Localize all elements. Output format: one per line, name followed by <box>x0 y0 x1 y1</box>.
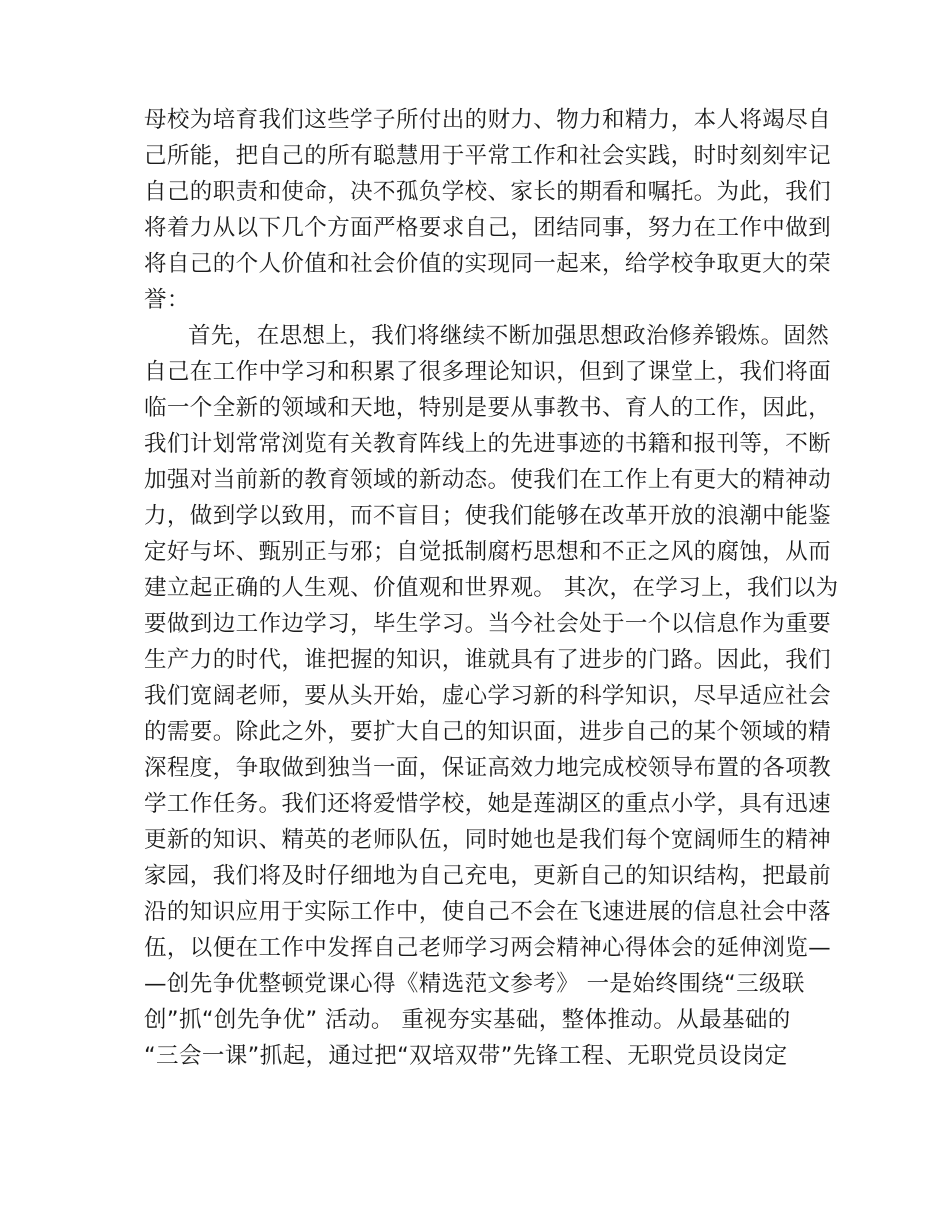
text-line: 誉： <box>144 287 190 313</box>
text-line: 创”抓“创先争优” 活动。 重视夯实基础，整体推动。从最基础的 <box>144 1007 791 1033</box>
text-line: 生产力的时代，谁把握的知识，谁就具有了进步的门路。因此，我们 <box>144 647 832 673</box>
text-line: 力，做到学以致用，而不盲目；使我们能够在改革开放的浪潮中能鉴 <box>144 503 832 529</box>
text-line: 我们宽阔老师，要从头开始，虚心学习新的科学知识，尽早适应社会 <box>144 683 832 709</box>
text-line: 母校为培育我们这些学子所付出的财力、物力和精力，本人将竭尽自 <box>144 107 832 133</box>
text-line: —创先争优整顿党课心得《精选范文参考》 一是始终围绕“三级联 <box>144 971 805 997</box>
text-line: 沿的知识应用于实际工作中，使自己不会在飞速进展的信息社会中落 <box>144 899 832 925</box>
text-line: 将自己的个人价值和社会价值的实现同一起来，给学校争取更大的荣 <box>144 251 832 277</box>
text-line: 我们计划常常浏览有关教育阵线上的先进事迹的书籍和报刊等，不断 <box>144 431 832 457</box>
text-line: 家园，我们将及时仔细地为自己充电，更新自己的知识结构，把最前 <box>144 863 832 889</box>
paragraph-start-line: 首先，在思想上，我们将继续不断加强思想政治修养锻炼。固然 <box>188 323 830 349</box>
text-line: 加强对当前新的教育领域的新动态。使我们在工作上有更大的精神动 <box>144 467 832 493</box>
text-line: 深程度，争取做到独当一面，保证高效力地完成校领导布置的各项教 <box>144 755 832 781</box>
text-line: 建立起正确的人生观、价值观和世界观。 其次，在学习上，我们以为 <box>144 575 839 601</box>
text-line: 己所能，把自己的所有聪慧用于平常工作和社会实践，时时刻刻牢记 <box>144 143 832 169</box>
text-line: 学工作任务。我们还将爱惜学校，她是莲湖区的重点小学，具有迅速 <box>144 791 832 817</box>
text-line: 临一个全新的领域和天地，特别是要从事教书、育人的工作，因此， <box>144 395 832 421</box>
body-text <box>144 102 839 1074</box>
text-line: 自己的职责和使命，决不孤负学校、家长的期看和嘱托。为此，我们 <box>144 179 832 205</box>
text-line: 的需要。除此之外，要扩大自己的知识面，进步自己的某个领域的精 <box>144 719 832 745</box>
text-line: 定好与坏、甄别正与邪；自觉抵制腐朽思想和不正之风的腐蚀，从而 <box>144 539 832 565</box>
text-line: 将着力从以下几个方面严格要求自己，团结同事，努力在工作中做到 <box>144 215 832 241</box>
text-line: 伍，以便在工作中发挥自己老师学习两会精神心得体会的延伸浏览— <box>144 935 832 961</box>
text-line: 更新的知识、精英的老师队伍，同时她也是我们每个宽阔师生的精神 <box>144 827 832 853</box>
text-line: “三会一课”抓起，通过把“双培双带”先锋工程、无职党员设岗定 <box>144 1043 788 1069</box>
text-line: 自己在工作中学习和积累了很多理论知识，但到了课堂上，我们将面 <box>144 359 832 385</box>
text-line: 要做到边工作边学习，毕生学习。当今社会处于一个以信息作为重要 <box>144 611 832 637</box>
